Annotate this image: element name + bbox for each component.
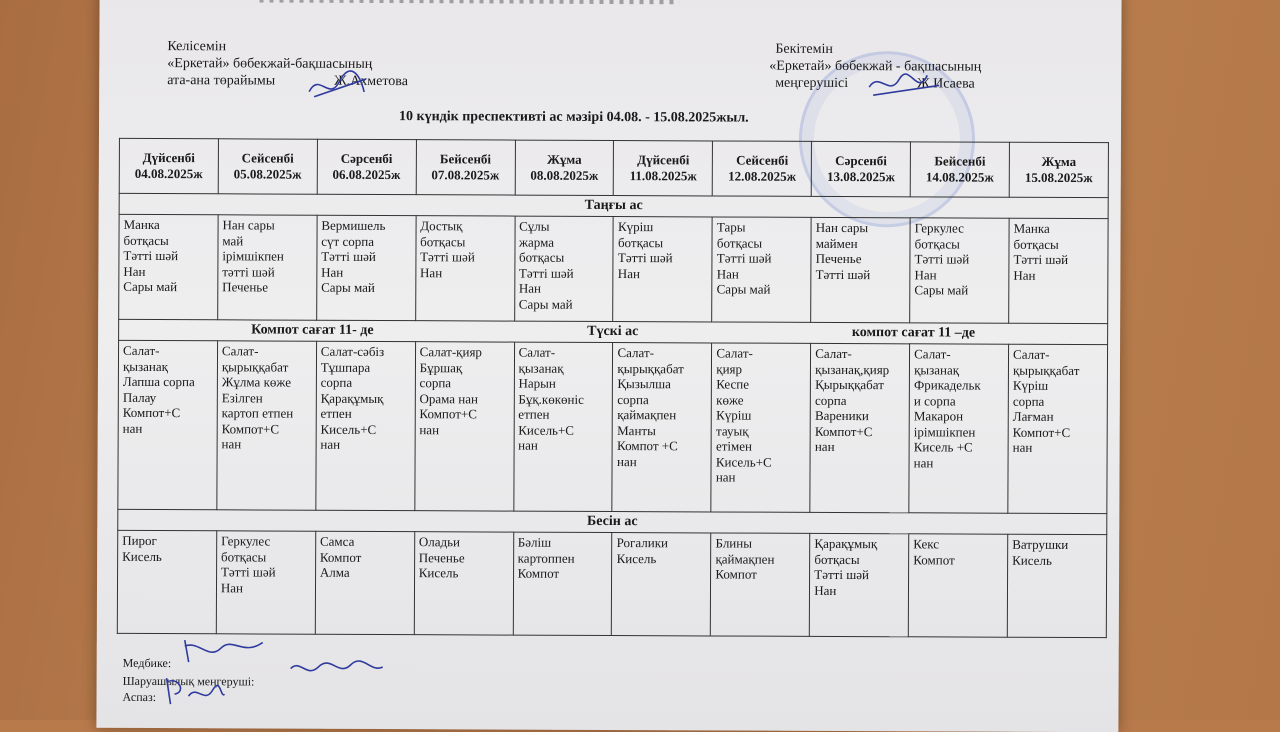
cook-signature <box>158 674 228 708</box>
menu-item: Салат- <box>519 345 609 361</box>
menu-item: Кисель <box>617 551 707 567</box>
menu-item: Күріш <box>716 407 806 423</box>
right-signature <box>865 67 945 107</box>
menu-item: нан <box>518 438 608 454</box>
menu-item: қаймақпен <box>617 407 707 423</box>
menu-item: Нан <box>321 264 411 280</box>
day-date: 07.08.2025ж <box>420 167 510 183</box>
breakfast-cell-3 <box>415 216 514 321</box>
menu-item: Компот+С <box>1013 424 1103 440</box>
day-name: Сәрсенбі <box>816 153 906 169</box>
menu-item: Рогалики <box>617 535 707 551</box>
menu-item: сүт сорпа <box>321 233 411 249</box>
menu-item: Печенье <box>222 279 312 295</box>
director-label: меңгерушісі <box>769 76 848 91</box>
snack-cell-7 <box>810 533 909 636</box>
snack-cell-0 <box>117 530 216 633</box>
day-header-row <box>119 138 1108 197</box>
menu-item: Нан <box>618 266 708 282</box>
breakfast-cell-9 <box>1009 218 1108 323</box>
breakfast-row <box>119 214 1108 323</box>
menu-item: Нарын <box>518 376 608 392</box>
menu-document <box>96 0 1121 732</box>
menu-item: Ватрушки <box>1012 537 1102 553</box>
lunch-row <box>118 340 1108 513</box>
menu-item: Тәтті шәй <box>618 250 708 266</box>
breakfast-heading: Таңғы ас <box>119 193 1108 218</box>
menu-item: Компот <box>320 549 410 565</box>
menu-item: Вермишель <box>321 218 411 234</box>
day-name: Бейсенбі <box>915 153 1005 169</box>
breakfast-cell-2 <box>316 215 415 320</box>
menu-item: Тәтті шәй <box>814 567 904 583</box>
snack-cell-1 <box>216 531 315 634</box>
menu-item: Нан <box>420 265 510 281</box>
snack-heading: Бесін ас <box>118 509 1107 534</box>
snack-cell-9 <box>1007 534 1106 637</box>
day-name: Жұма <box>1014 154 1104 170</box>
menu-item: Нан <box>221 580 311 596</box>
lunch-cell-7 <box>810 343 910 512</box>
menu-item: Салат- <box>222 343 312 359</box>
day-header-0 <box>119 138 218 193</box>
menu-item: маймен <box>816 235 906 251</box>
lunch-cell-8 <box>909 344 1009 513</box>
lunch-cell-9 <box>1008 344 1108 513</box>
menu-item: ботқасы <box>1013 236 1103 252</box>
cook-label: Аспаз: <box>122 690 156 704</box>
menu-item: Салат- <box>716 345 806 361</box>
menu-item: Печенье <box>816 251 906 267</box>
menu-item: Салат- <box>1013 347 1103 363</box>
menu-item: ботқасы <box>221 549 311 565</box>
menu-item: қызанақ <box>123 358 213 374</box>
menu-item: Лағман <box>1013 409 1103 425</box>
menu-item: Тәтті шәй <box>717 250 807 266</box>
day-date: 15.08.2025ж <box>1014 170 1104 186</box>
menu-item: қызанақ <box>518 360 608 376</box>
menu-item: нан <box>815 439 905 455</box>
day-name: Жұма <box>519 152 609 168</box>
day-date: 05.08.2025ж <box>223 166 313 182</box>
menu-item: Күріш <box>1013 378 1103 394</box>
parent-chair-label: ата-ана төрайымы <box>167 73 275 88</box>
menu-item: ботқасы <box>123 232 213 248</box>
snack-cell-6 <box>711 533 810 636</box>
menu-item: тауық <box>716 423 806 439</box>
menu-item: Нан <box>914 267 1004 283</box>
menu-item: Кисель+С <box>320 421 410 437</box>
menu-item: Кисель <box>419 565 509 581</box>
menu-item: Печенье <box>419 550 509 566</box>
menu-item: Нан <box>123 263 213 279</box>
menu-item: етпен <box>321 406 411 422</box>
snack-cell-3 <box>414 532 513 635</box>
breakfast-cell-7 <box>811 217 910 322</box>
menu-item: Салат- <box>815 346 905 362</box>
menu-item: Салат-сәбіз <box>321 344 411 360</box>
menu-item: Жұлма көже <box>222 374 312 390</box>
menu-item: сорпа <box>617 392 707 408</box>
menu-item: Фрикадельк <box>914 377 1004 393</box>
menu-item: Тәтті шәй <box>221 564 311 580</box>
menu-item: Оладьи <box>419 534 509 550</box>
compote-note-right: компот сағат 11 –де <box>852 325 975 341</box>
menu-item: етімен <box>716 438 806 454</box>
day-header-4 <box>515 140 614 195</box>
menu-item: Компот+С <box>815 423 905 439</box>
menu-item: Салат- <box>123 343 213 359</box>
snack-cell-8 <box>908 534 1007 637</box>
menu-item: Қырыққабат <box>815 377 905 393</box>
menu-item: май <box>222 233 312 249</box>
menu-item: Геркулес <box>221 533 311 549</box>
nurse-signature <box>179 636 269 666</box>
breakfast-cell-1 <box>218 215 317 320</box>
menu-item: Компот <box>913 552 1003 568</box>
menu-item: тәтті шәй <box>222 264 312 280</box>
menu-item: Сары май <box>321 280 411 296</box>
menu-item: қаймақпен <box>715 551 805 567</box>
day-name: Дүйсенбі <box>618 152 708 168</box>
menu-item: нан <box>123 420 213 436</box>
menu-item: нан <box>617 454 707 470</box>
day-name: Бейсенбі <box>421 151 511 167</box>
menu-item: көже <box>716 392 806 408</box>
snack-cell-2 <box>315 531 414 634</box>
day-header-5 <box>614 141 713 196</box>
cook-signature-line <box>122 690 156 705</box>
menu-item: нан <box>320 437 410 453</box>
lunch-cell-5 <box>612 343 712 512</box>
menu-item: Манка <box>124 217 214 233</box>
breakfast-cell-4 <box>514 216 613 321</box>
paper-edge-shadow <box>260 0 680 4</box>
day-name: Сейсенбі <box>717 152 807 168</box>
menu-item: ботқасы <box>618 235 708 251</box>
menu-item: жарма <box>519 234 609 250</box>
lunch-cell-0 <box>118 340 218 509</box>
menu-item: қызанақ <box>914 362 1004 378</box>
day-name: Сейсенбі <box>223 150 313 166</box>
nurse-signature-line <box>123 656 172 671</box>
menu-item: Тәтті шәй <box>123 248 213 264</box>
menu-item: Сары май <box>717 281 807 297</box>
agree-label: Келісемін <box>167 38 408 56</box>
menu-item: Салат- <box>617 345 707 361</box>
menu-item: Тәтті шәй <box>816 266 906 282</box>
menu-item: қырыққабат <box>617 361 707 377</box>
menu-item: Бәліш <box>518 535 608 551</box>
parent-chair-name: Ж.Ахметова <box>334 74 408 89</box>
menu-item: Пирог <box>122 533 212 549</box>
menu-item: Нан сары <box>816 220 906 236</box>
menu-item: Сары май <box>519 296 609 312</box>
menu-item: Қарақұмық <box>321 390 411 406</box>
day-header-6 <box>713 141 812 196</box>
snack-row <box>117 530 1106 637</box>
snack-cell-5 <box>612 533 711 636</box>
menu-item: Нан <box>717 266 807 282</box>
day-date: 08.08.2025ж <box>519 168 609 184</box>
menu-item: ботқасы <box>420 234 510 250</box>
breakfast-cell-0 <box>119 214 218 319</box>
menu-item: Нан сары <box>222 217 312 233</box>
menu-item: Сары май <box>914 282 1004 298</box>
menu-item: сорпа <box>321 375 411 391</box>
breakfast-cell-8 <box>910 218 1009 323</box>
menu-item: қияр <box>716 361 806 377</box>
day-header-1 <box>218 139 317 194</box>
menu-item: Қарақұмық <box>814 536 904 552</box>
menu-item: Кекс <box>913 536 1003 552</box>
menu-item: Манты <box>617 423 707 439</box>
menu-item: Тәтті шәй <box>915 251 1005 267</box>
day-name: Дүйсенбі <box>124 150 214 166</box>
menu-item: Макарон <box>914 408 1004 424</box>
menu-item: Орама нан <box>419 391 509 407</box>
nurse-label: Медбике: <box>123 656 172 670</box>
lunch-cell-6 <box>711 343 811 512</box>
menu-item: Сұлы <box>519 219 609 235</box>
menu-item: Алма <box>320 565 410 581</box>
menu-item: нан <box>914 455 1004 471</box>
menu-item: Самса <box>320 534 410 550</box>
menu-item: Компот+С <box>419 406 509 422</box>
day-date: 11.08.2025ж <box>618 168 708 184</box>
breakfast-cell-5 <box>613 217 712 322</box>
day-header-7 <box>811 141 910 196</box>
menu-item: ботқасы <box>519 250 609 266</box>
menu-item: Вареники <box>815 408 905 424</box>
menu-item: Кисель <box>122 548 212 564</box>
menu-item: картоппен <box>518 550 608 566</box>
menu-item: сорпа <box>1013 393 1103 409</box>
director-name: Ж.Исаева <box>917 76 975 91</box>
menu-item: Компот+С <box>222 421 312 437</box>
menu-item: Тәтті шәй <box>1013 252 1103 268</box>
day-name: Сәрсенбі <box>322 151 412 167</box>
day-date: 06.08.2025ж <box>322 167 412 183</box>
day-date: 13.08.2025ж <box>816 169 906 185</box>
menu-item: Манка <box>1014 221 1104 237</box>
menu-item: Күріш <box>618 219 708 235</box>
menu-item: Кисель +С <box>914 439 1004 455</box>
menu-item: ірімшікпен <box>222 248 312 264</box>
manager-signature <box>287 657 387 681</box>
menu-item: ботқасы <box>915 236 1005 252</box>
menu-item: нан <box>1013 440 1103 456</box>
left-signature <box>304 67 374 107</box>
lunch-title: Түскі ас <box>587 324 638 340</box>
menu-item: Нан <box>519 281 609 297</box>
day-date: 04.08.2025ж <box>124 166 214 182</box>
compote-note-left: Компот сағат 11- де <box>251 323 374 339</box>
menu-item: қырыққабат <box>1013 362 1103 378</box>
menu-item: Геркулес <box>915 220 1005 236</box>
day-header-9 <box>1009 142 1108 197</box>
approve-label: Бекітемін <box>769 41 981 59</box>
menu-item: нан <box>716 469 806 485</box>
document-title: 10 күндік преспективті ас мәзірі 04.08. - 15.08.2025жыл. <box>399 109 749 127</box>
menu-table <box>117 138 1109 638</box>
menu-item: қызанақ,қияр <box>815 361 905 377</box>
day-date: 12.08.2025ж <box>717 168 807 184</box>
menu-item: Нан <box>1013 267 1103 283</box>
menu-item: Езілген <box>222 390 312 406</box>
breakfast-cell-6 <box>712 217 811 322</box>
menu-item: и сорпа <box>914 393 1004 409</box>
menu-item: картоп етпен <box>222 405 312 421</box>
menu-item: Тәтті шәй <box>420 249 510 265</box>
menu-item: Достық <box>420 218 510 234</box>
menu-item: Бұршақ <box>420 360 510 376</box>
menu-item: Кисель+С <box>716 454 806 470</box>
menu-item: Компот +С <box>617 438 707 454</box>
menu-item: Сары май <box>123 279 213 295</box>
lunch-cell-3 <box>415 342 515 511</box>
menu-item: ботқасы <box>717 235 807 251</box>
menu-item: Компот+С <box>123 405 213 421</box>
menu-item: сорпа <box>815 392 905 408</box>
menu-item: Салат- <box>914 346 1004 362</box>
menu-item: Кеспе <box>716 376 806 392</box>
menu-item: сорпа <box>420 375 510 391</box>
day-header-2 <box>317 139 416 194</box>
menu-item: ботқасы <box>814 551 904 567</box>
menu-item: Палау <box>123 389 213 405</box>
lunch-cell-2 <box>316 341 416 510</box>
menu-item: Лапша сорпа <box>123 374 213 390</box>
menu-item: қырыққабат <box>222 359 312 375</box>
menu-item: ірімшікпен <box>914 424 1004 440</box>
menu-item: Кисель+С <box>518 422 608 438</box>
menu-item: Компот <box>518 566 608 582</box>
menu-item: Блины <box>716 535 806 551</box>
kindergarten-name-left: «Еркетай» бөбекжай-бақшасының <box>167 55 408 73</box>
menu-item: Тәтті шәй <box>519 265 609 281</box>
day-header-3 <box>416 140 515 195</box>
menu-item: нан <box>419 422 509 438</box>
manager-label: Шаруашылық меңгеруші: <box>123 674 255 689</box>
menu-item: нан <box>221 436 311 452</box>
lunch-cell-1 <box>217 341 317 510</box>
menu-item: Компот <box>715 566 805 582</box>
menu-item: Тәтті шәй <box>321 249 411 265</box>
menu-item: Салат-қияр <box>420 344 510 360</box>
lunch-cell-4 <box>513 342 613 511</box>
lunch-heading-line <box>121 322 1105 342</box>
snack-cell-4 <box>513 532 612 635</box>
menu-item: Қызылша <box>617 376 707 392</box>
menu-item: Кисель <box>1012 552 1102 568</box>
menu-item: Нан <box>814 582 904 598</box>
kindergarten-name-right: «Еркетай» бөбекжай - бақшасының <box>769 58 981 76</box>
day-date: 14.08.2025ж <box>915 169 1005 185</box>
menu-item: Тұшпара <box>321 359 411 375</box>
menu-item: Тары <box>717 219 807 235</box>
menu-item: етпен <box>518 407 608 423</box>
menu-item: Бұқ.көкөніс <box>518 391 608 407</box>
day-header-8 <box>910 142 1009 197</box>
